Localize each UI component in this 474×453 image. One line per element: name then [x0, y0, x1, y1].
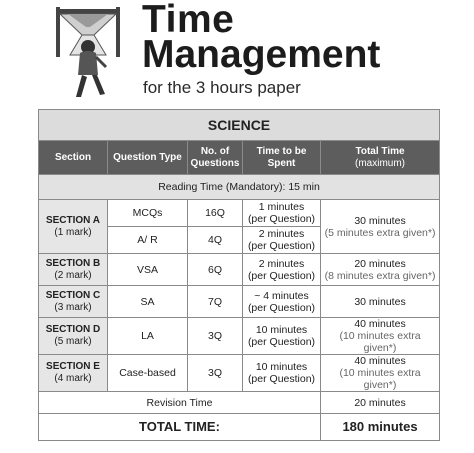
revision-time-value: 20 minutes: [321, 392, 440, 414]
table-row: [39, 318, 440, 355]
col-header-time-to-be-spent: Time to be Spent: [243, 141, 321, 175]
total-value: 30 minutes: [354, 214, 406, 227]
subject-header-row: [39, 110, 440, 141]
time-management-table: [38, 109, 440, 441]
section-name: SECTION C: [45, 289, 101, 301]
section-marks: (4 mark): [54, 373, 92, 384]
section-d-cell: [39, 318, 108, 355]
section-total-time: [321, 200, 440, 254]
time-value: 2 minutes: [258, 257, 305, 270]
time-value: 1 minutes: [258, 201, 305, 213]
table-row: [39, 200, 440, 227]
hourglass-person-illustration: [40, 5, 130, 110]
total-time-value: 180 minutes: [321, 414, 440, 441]
time-unit: (per Question): [247, 213, 316, 225]
time-value: ~ 4 minutes: [254, 289, 309, 302]
time-per-question: [243, 355, 321, 392]
col-header-question-type: Question Type: [108, 141, 188, 175]
question-count: 6Q: [188, 254, 243, 286]
time-per-question: [243, 254, 321, 286]
total-value: 40 minutes: [354, 318, 406, 330]
col-header-no-of-questions: No. of Questions: [188, 141, 243, 175]
total-time-sublabel: (maximum): [355, 157, 406, 169]
total-extra-note: (10 minutes extra given*): [339, 330, 421, 354]
section-c-cell: [39, 286, 108, 318]
total-extra-note: (8 minutes extra given*): [324, 269, 436, 282]
table-row: [39, 254, 440, 286]
section-marks: (3 mark): [54, 301, 92, 313]
page-title-line1: Time: [142, 0, 235, 41]
total-extra-note: (10 minutes extra given*): [339, 367, 421, 391]
section-name: SECTION E: [46, 361, 100, 372]
section-name: SECTION D: [45, 324, 101, 335]
col-header-section: Section: [39, 141, 108, 175]
total-value: 40 minutes: [354, 355, 406, 367]
question-count: 16Q: [188, 200, 243, 227]
subject-title: SCIENCE: [39, 110, 440, 141]
question-type: Case-based: [108, 355, 188, 392]
question-type: A/ R: [108, 227, 188, 254]
col-header-total-time: [321, 141, 440, 175]
question-type: VSA: [108, 254, 188, 286]
section-marks: (2 mark): [54, 269, 92, 281]
total-extra-note: (5 minutes extra given*): [324, 226, 436, 239]
question-count: 3Q: [188, 355, 243, 392]
time-unit: (per Question): [247, 373, 316, 385]
total-value: 20 minutes: [354, 257, 406, 270]
section-marks: (5 mark): [54, 336, 92, 347]
time-per-question: [243, 227, 321, 254]
total-time-label: TOTAL TIME:: [39, 414, 321, 441]
time-per-question: [243, 200, 321, 227]
section-name: SECTION B: [45, 257, 101, 269]
question-type: MCQs: [108, 200, 188, 227]
time-per-question: [243, 286, 321, 318]
time-value: 10 minutes: [255, 324, 308, 336]
page-subtitle: for the 3 hours paper: [143, 78, 301, 97]
section-name: SECTION A: [45, 214, 101, 226]
time-value: 2 minutes: [258, 228, 305, 240]
time-unit: (per Question): [247, 269, 316, 282]
section-total-time: [321, 286, 440, 318]
section-marks: (1 mark): [54, 226, 92, 238]
total-time-row: [39, 414, 440, 441]
total-time-label: Total Time: [355, 145, 405, 157]
section-total-time: [321, 254, 440, 286]
question-type: LA: [108, 318, 188, 355]
time-unit: (per Question): [247, 240, 316, 252]
question-count: 7Q: [188, 286, 243, 318]
reading-time: Reading Time (Mandatory): 15 min: [39, 175, 440, 200]
table-row: [39, 355, 440, 392]
question-count: 3Q: [188, 318, 243, 355]
section-total-time: [321, 318, 440, 355]
section-a-cell: [39, 200, 108, 254]
section-b-cell: [39, 254, 108, 286]
question-type: SA: [108, 286, 188, 318]
page-title-line2: Management: [142, 33, 381, 76]
column-header-row: [39, 141, 440, 175]
section-total-time: [321, 355, 440, 392]
time-value: 10 minutes: [255, 361, 308, 373]
question-count: 4Q: [188, 227, 243, 254]
revision-time-row: [39, 392, 440, 414]
time-unit: (per Question): [247, 336, 316, 348]
total-value: 30 minutes: [354, 295, 406, 308]
reading-time-row: [39, 175, 440, 200]
section-e-cell: [39, 355, 108, 392]
table-row: [39, 286, 440, 318]
time-per-question: [243, 318, 321, 355]
time-unit: (per Question): [247, 301, 316, 314]
revision-time-label: Revision Time: [39, 392, 321, 414]
